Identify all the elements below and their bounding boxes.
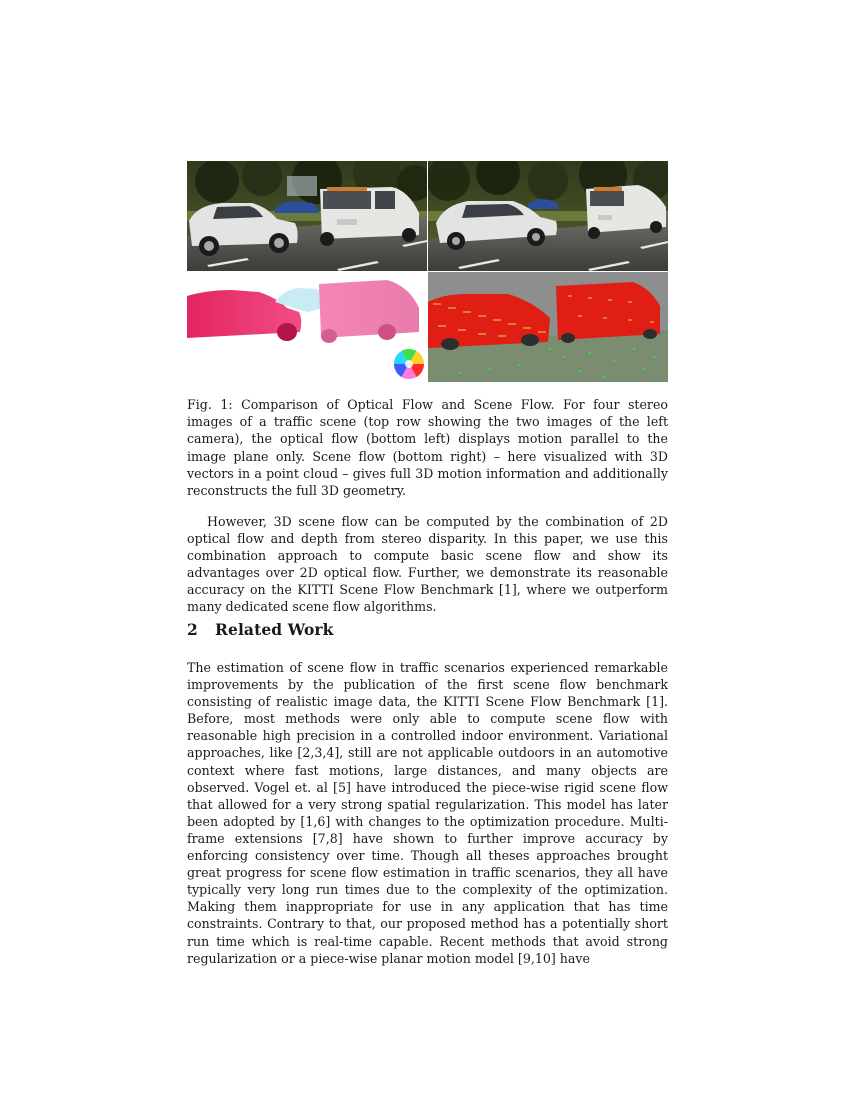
scene-flow-point-cloud (428, 272, 668, 382)
left-camera-image-frame-1 (187, 161, 427, 271)
figure-caption (187, 396, 668, 499)
figure-1 (187, 161, 668, 382)
section-number: 2 (187, 620, 198, 639)
section-heading (187, 620, 334, 639)
figure-caption-label: Fig. 1: (187, 397, 233, 412)
left-camera-image-frame-2 (428, 161, 668, 271)
body-paragraph: The estimation of scene flow in traffic scenarios experienced remarkable improvements by the publication of the first scene flow benchmark consisting of realistic image data, the KITTI Scene Flow Benchmark [1]. Before, most methods were only able to compute scene flow with reasonable high precision in a controlled indoor environment. Variational approaches, like [2,3,4], still are not applicable outdoors in an automotive context where fast motions, large distances, and many objects are observed. Vogel et. al [5] have introduced the piece-wise rigid scene flow that allowed for a very strong spatial regularization. This model has later been adopted by [1,6] with changes to the optimization procedure. Multi-frame extensions [7,8] have shown to further improve accuracy by enforcing consistency over time. Though all theses approaches brought great progress for scene flow estimation in traffic scenarios, they all have typically very long run times due to the complexity of the optimization. Making them inappropriate for use in any application that has time constraints. Contrary to that, our proposed method has a potentially short run time which is real-time capable. Recent methods that avoid strong regularization or a piece-wise planar motion model [9,10] have (187, 660, 668, 966)
body-paragraph: However, 3D scene flow can be computed by the combination of 2D optical flow and depth from stereo disparity. In this paper, we use this combination approach to compute basic scene flow and show its advantages over 2D optical flow. Further, we demonstrate its reasonable accuracy on the KITTI Scene Flow Benchmark [1], where we outperform many dedicated scene flow algorithms. (187, 514, 668, 615)
section-title: Related Work (215, 620, 334, 639)
figure-caption-text: Comparison of Optical Flow and Scene Flow. For four stereo images of a traffic scene (top row showing the two images of the left camera), the optical flow (bottom left) displays motion parallel to the image plane only. Scene flow (bottom right) – here visualized with 3D vectors in a point cloud – gives full 3D motion information and additionally reconstructs the full 3D geometry. (187, 397, 668, 499)
optical-flow-visualization (187, 272, 427, 382)
